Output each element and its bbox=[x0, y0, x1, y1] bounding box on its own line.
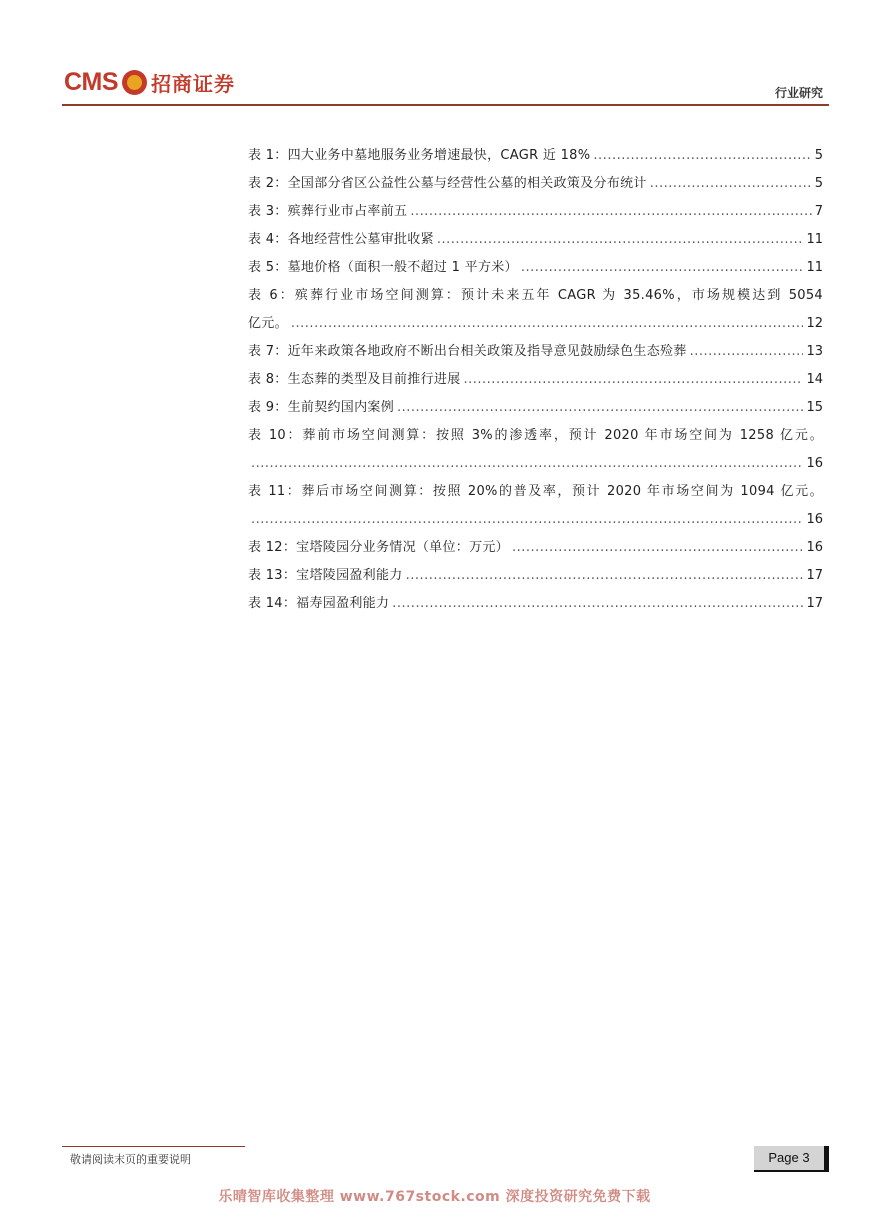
section-label: 行业研究 bbox=[774, 86, 823, 100]
toc-entry-page: 12 bbox=[806, 316, 823, 331]
toc-entry[interactable] bbox=[248, 226, 823, 254]
toc-entry-label: 表 12：宝塔陵园分业务情况（单位：万元） bbox=[248, 540, 509, 555]
toc-entry-page: 11 bbox=[806, 260, 823, 275]
header-divider bbox=[62, 104, 829, 106]
toc-entry-page: 17 bbox=[806, 568, 823, 583]
footer-divider bbox=[62, 1146, 245, 1147]
disclaimer-note: 敬请阅读末页的重要说明 bbox=[70, 1153, 191, 1166]
toc-entry-label: 表 2：全国部分省区公益性公墓与经营性公墓的相关政策及分布统计 bbox=[248, 176, 647, 191]
toc-entry-page: 5 bbox=[814, 176, 823, 191]
toc-entry-label-line1: 表 11：葬后市场空间测算：按照 20%的普及率，预计 2020 年市场空间为 1094 亿元。 bbox=[248, 484, 823, 499]
toc-entry-label-line1: 表 6：殡葬行业市场空间测算：预计未来五年 CAGR 为 35.46%，市场规模达到 5054 bbox=[248, 288, 823, 303]
toc-leader-dots bbox=[251, 450, 803, 478]
toc-entry-page: 5 bbox=[814, 148, 823, 163]
toc-entry[interactable] bbox=[248, 366, 823, 394]
toc-entry[interactable] bbox=[248, 394, 823, 422]
toc-leader-dots bbox=[392, 590, 803, 618]
toc-leader-dots bbox=[512, 534, 803, 562]
toc-entry[interactable] bbox=[248, 254, 823, 282]
toc-leader-dots bbox=[437, 226, 804, 254]
toc-entry-label-line1: 表 10：葬前市场空间测算：按照 3%的渗透率，预计 2020 年市场空间为 1258 亿元。 bbox=[248, 428, 823, 443]
page-number-badge: Page 3 bbox=[754, 1146, 829, 1172]
toc-leader-dots bbox=[690, 338, 804, 366]
toc-entry-label: 表 14：福寿园盈利能力 bbox=[248, 596, 390, 611]
toc-entry-page: 11 bbox=[806, 232, 823, 247]
toc-entry[interactable] bbox=[248, 338, 823, 366]
toc-entry[interactable] bbox=[248, 590, 823, 618]
toc-entry-page: 17 bbox=[806, 596, 823, 611]
toc-entry-page: 15 bbox=[806, 400, 823, 415]
toc-entry-label: 表 9：生前契约国内案例 bbox=[248, 400, 395, 415]
toc-entry[interactable] bbox=[248, 478, 823, 534]
toc-leader-dots bbox=[593, 142, 811, 170]
toc-leader-dots bbox=[251, 506, 803, 534]
toc-leader-dots bbox=[650, 170, 812, 198]
toc-leader-dots bbox=[397, 394, 803, 422]
toc-entry[interactable] bbox=[248, 562, 823, 590]
company-logo bbox=[64, 66, 235, 98]
toc-leader-dots bbox=[464, 366, 804, 394]
toc-entry-page: 16 bbox=[806, 456, 823, 471]
toc-leader-dots bbox=[406, 562, 804, 590]
toc-leader-dots bbox=[291, 310, 804, 338]
toc-entry-page: 7 bbox=[814, 204, 823, 219]
toc-entry[interactable] bbox=[248, 534, 823, 562]
toc-entry-label: 表 5：墓地价格（面积一般不超过 1 平方米） bbox=[248, 260, 518, 275]
table-of-figures bbox=[248, 142, 823, 618]
logo-emblem-icon bbox=[122, 70, 147, 95]
toc-entry-page: 13 bbox=[806, 344, 823, 359]
toc-entry-page: 16 bbox=[806, 540, 823, 555]
toc-entry-label: 表 13：宝塔陵园盈利能力 bbox=[248, 568, 403, 583]
toc-entry[interactable] bbox=[248, 170, 823, 198]
logo-cn-text: 招商证券 bbox=[151, 71, 236, 96]
toc-entry-label: 表 4：各地经营性公墓审批收紧 bbox=[248, 232, 434, 247]
toc-entry-label: 表 3：殡葬行业市占率前五 bbox=[248, 204, 408, 219]
toc-leader-dots bbox=[410, 198, 811, 226]
toc-entry[interactable] bbox=[248, 142, 823, 170]
toc-entry[interactable] bbox=[248, 282, 823, 338]
toc-entry-page: 14 bbox=[806, 372, 823, 387]
toc-entry[interactable] bbox=[248, 422, 823, 478]
toc-entry-label: 亿元。 bbox=[248, 316, 288, 331]
toc-entry[interactable] bbox=[248, 198, 823, 226]
toc-leader-dots bbox=[521, 254, 804, 282]
toc-entry-label: 表 1：四大业务中墓地服务业务增速最快，CAGR 近 18% bbox=[248, 148, 591, 163]
toc-entry-page: 16 bbox=[806, 512, 823, 527]
watermark-text: 乐晴智库收集整理 www.767stock.com 深度投资研究免费下载 bbox=[218, 1189, 651, 1205]
logo-text: CMS bbox=[64, 67, 119, 96]
toc-entry-label: 表 8：生态葬的类型及目前推行进展 bbox=[248, 372, 461, 387]
toc-entry-label: 表 7：近年来政策各地政府不断出台相关政策及指导意见鼓励绿色生态殓葬 bbox=[248, 344, 687, 359]
